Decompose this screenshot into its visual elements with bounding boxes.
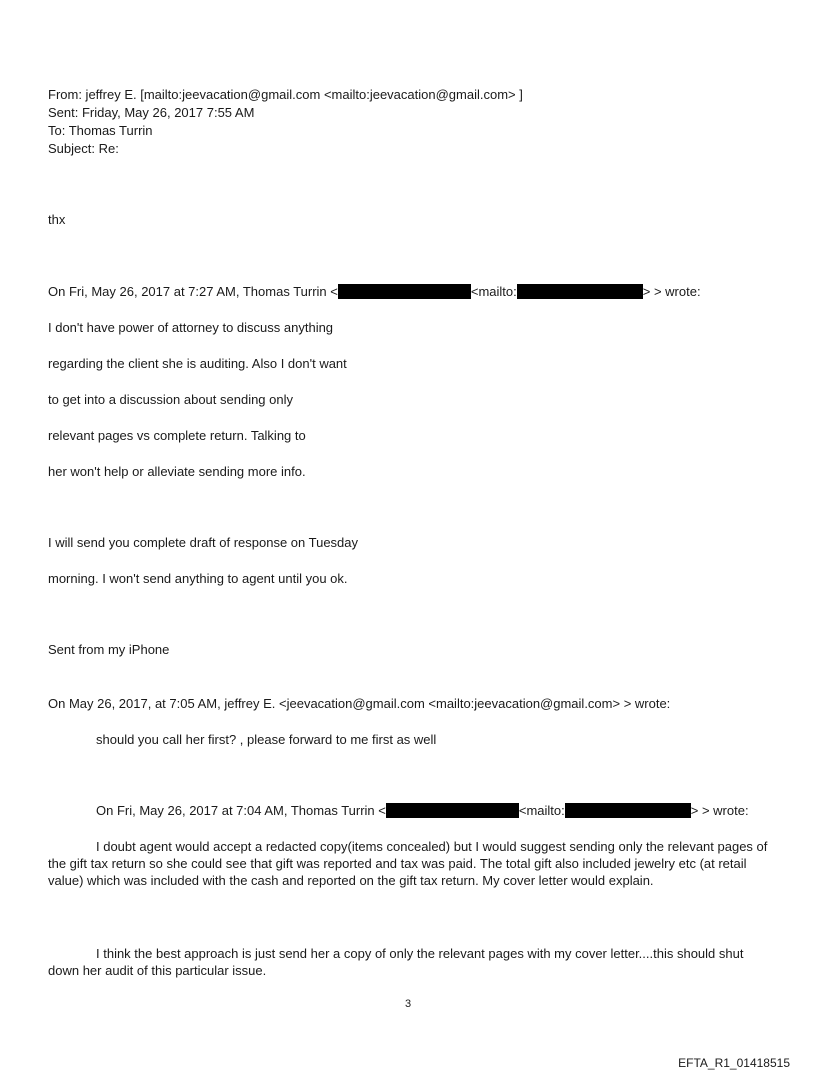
quote1-line: her won't help or alleviate sending more info. bbox=[48, 464, 306, 479]
quote1-line: to get into a discussion about sending only bbox=[48, 392, 294, 407]
quote1-line: relevant pages vs complete return. Talking to bbox=[48, 428, 306, 443]
quote1-line: I will send you complete draft of response on Tuesday bbox=[48, 535, 359, 550]
quote3-intro-after: > > wrote: bbox=[690, 803, 749, 818]
quote2-body: should you call her first? , please forward to me first as well bbox=[96, 732, 437, 747]
quote1-intro-mid: <mailto: bbox=[470, 284, 517, 299]
redaction-block bbox=[386, 803, 519, 818]
quote1-line: morning. I won't send anything to agent until you ok. bbox=[48, 571, 348, 586]
quote3-paragraph-2: I think the best approach is just send her a copy of only the relevant pages with my cover letter....this should shut down her audit of this particular issue. bbox=[48, 946, 744, 978]
to-line: To: Thomas Turrin bbox=[48, 123, 153, 138]
redaction-block bbox=[517, 284, 643, 299]
subject-line: Subject: Re: bbox=[48, 141, 119, 156]
bates-number: EFTA_R1_01418515 bbox=[678, 1056, 790, 1070]
quote1-line: regarding the client she is auditing. Also I don't want bbox=[48, 356, 347, 371]
quote3-intro-mid: <mailto: bbox=[518, 803, 565, 818]
quote3-intro-before: On Fri, May 26, 2017 at 7:04 AM, Thomas Turrin < bbox=[96, 803, 386, 818]
from-line: From: jeffrey E. [mailto:jeevacation@gmail.com <mailto:jeevacation@gmail.com> ] bbox=[48, 87, 523, 102]
quote2-intro: On May 26, 2017, at 7:05 AM, jeffrey E. <jeevacation@gmail.com <mailto:jeevacation@gmail.com> > wrote: bbox=[48, 696, 671, 711]
sent-from-iphone: Sent from my iPhone bbox=[48, 642, 170, 657]
sent-line: Sent: Friday, May 26, 2017 7:55 AM bbox=[48, 105, 255, 120]
quote1-intro-before: On Fri, May 26, 2017 at 7:27 AM, Thomas Turrin < bbox=[48, 284, 338, 299]
quote1-line: I don't have power of attorney to discuss anything bbox=[48, 320, 334, 335]
redaction-block bbox=[565, 803, 691, 818]
reply-body: thx bbox=[48, 212, 66, 227]
quote1-intro bbox=[48, 283, 701, 300]
redaction-block bbox=[338, 284, 471, 299]
quote3-intro bbox=[96, 802, 749, 819]
quote3-paragraph-1: I doubt agent would accept a redacted copy(items concealed) but I would suggest sending only the relevant pages of the gift tax return so she could see that gift was reported and tax was paid. The total gift also included jewelry etc (at retail value) which was included with the cash and reported on the gift tax return. My cover letter would explain. bbox=[48, 839, 768, 888]
quote1-intro-after: > > wrote: bbox=[642, 284, 701, 299]
page-number: 3 bbox=[404, 998, 412, 1010]
